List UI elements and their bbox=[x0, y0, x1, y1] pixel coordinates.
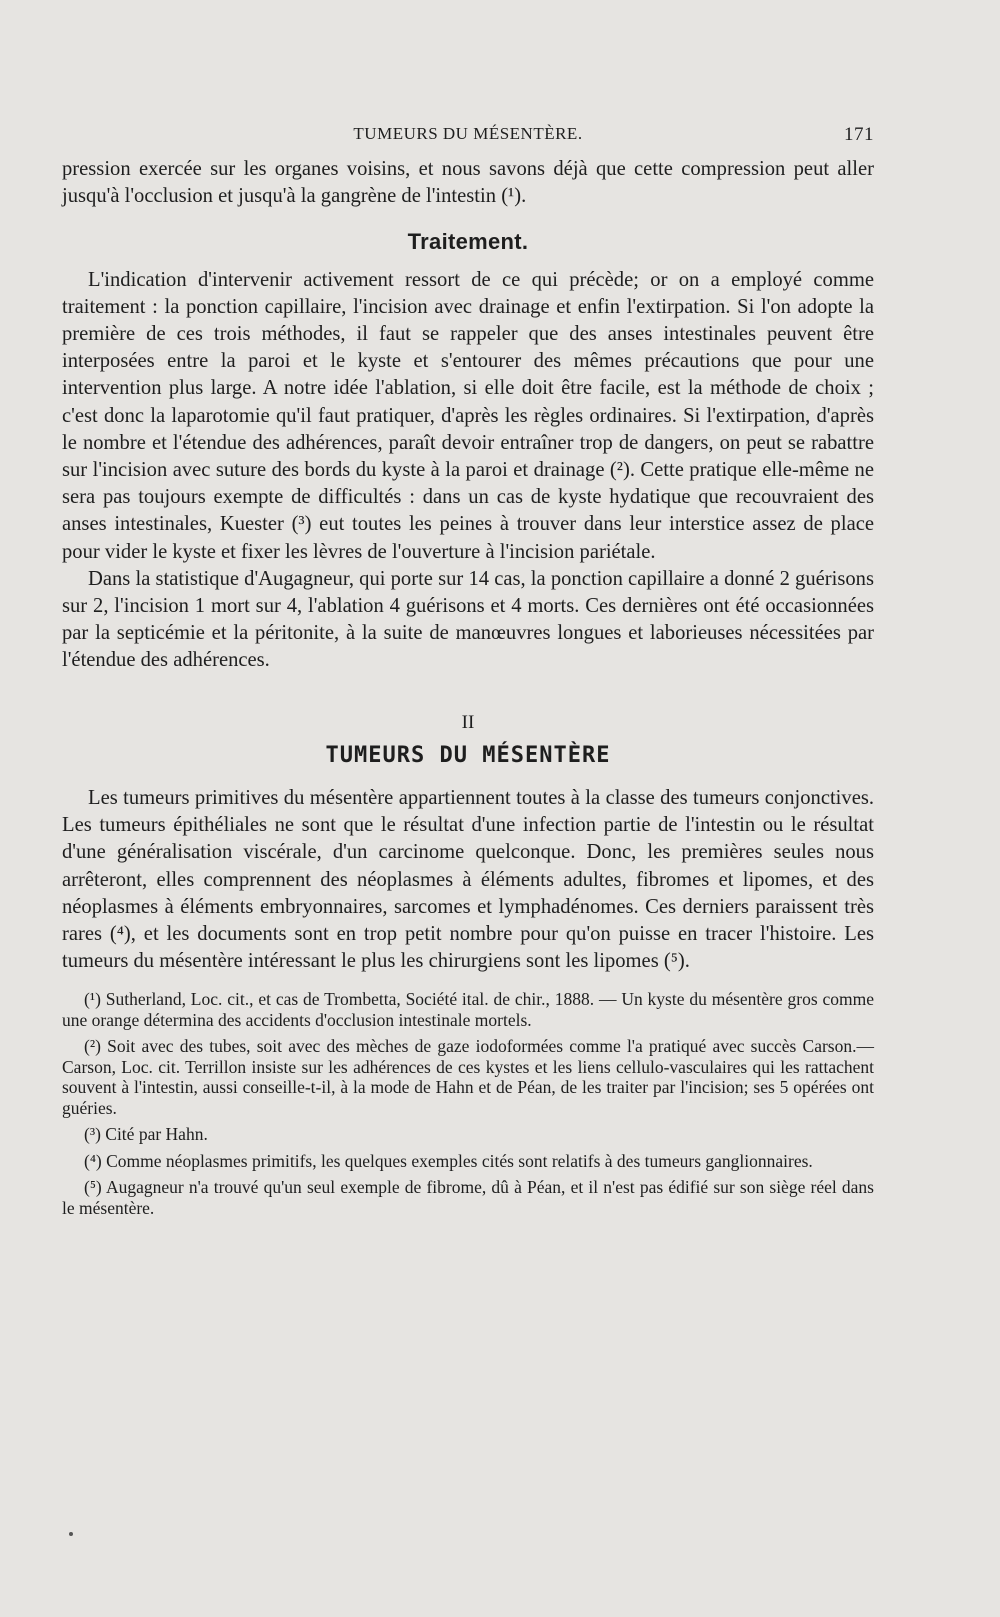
ink-speck bbox=[69, 1532, 73, 1536]
footnotes bbox=[62, 989, 874, 1218]
section-number: II bbox=[461, 711, 475, 733]
page-body bbox=[62, 156, 874, 1224]
footnote-1: (¹) Sutherland, Loc. cit., et cas de Trombetta, Société ital. de chir., 1888. — Un kyste du mésentère gros comme une orange détermina des accidents d'occlusion intestinale mortels. bbox=[62, 989, 874, 1030]
footnote-3: (³) Cité par Hahn. bbox=[84, 1124, 208, 1145]
footnote-4: (⁴) Comme néoplasmes primitifs, les quelques exemples cités sont relatifs à des tumeurs ganglionnaires. bbox=[84, 1150, 813, 1171]
footnote-5: (⁵) Augagneur n'a trouvé qu'un seul exemple de fibrome, dû à Péan, et il n'est pas édifié sur son siège réel dans le mésentère. bbox=[62, 1177, 874, 1218]
section-title: TUMEURS DU MÉSENTÈRE bbox=[325, 742, 611, 768]
running-header bbox=[62, 124, 874, 148]
traitement-paragraph-1: L'indication d'intervenir activement ressort de ce qui précède; or on a employé comme traitement : la ponction capillaire, l'incision avec drainage et enfin l'extirpation. Si l'on adopte la première de ces trois méthodes, il faut se rappeler que des anses intestinales peuvent être interposées entre la paroi et le kyste et s'entourer des mêmes précautions que pour une intervention plus large. A notre idée l'ablation, si elle doit être facile, est la méthode de choix ; c'est donc la laparotomie qu'il faut pratiquer, d'après les règles ordinaires. Si l'extirpation, d'après le nombre et l'étendue des adhérences, paraît devoir entraîner trop de dangers, on peut se rabattre sur l'incision avec suture des bords du kyste à la paroi et drainage (²). Cette pratique elle-même ne sera pas toujours exempte de difficultés : dans un cas de kyste hydatique que recouvraient des anses intestinales, Kuester (³) eut toutes les peines à trouver dans leur interstice assez de place pour vider le kyste et fixer les lèvres de l'ouverture à l'incision pariétale. bbox=[62, 268, 874, 563]
running-title: TUMEURS DU MÉSENTÈRE. bbox=[353, 124, 583, 143]
footnote-2: (²) Soit avec des tubes, soit avec des mèches de gaze iodoformées comme l'a pratiqué avec succès Carson.— Carson, Loc. cit. Terrillon insiste sur les adhérences de ces kystes et les liens cellulo-vasculaires qui les rattachent souvent à l'intestin, aussi conseille-t-il, à la mode de Hahn et de Péan, de les traiter par l'incision; ses 5 opérées ont guéries. bbox=[62, 1036, 874, 1118]
traitement-paragraph-2: Dans la statistique d'Augagneur, qui porte sur 14 cas, la ponction capillaire a donné 2 guérisons sur 2, l'incision 1 mort sur 4, l'ablation 4 guérisons et 4 morts. Ces dernières ont été occasionnées par la septicémie et la péritonite, à la suite de manœuvres longues et laborieuses nécessitées par l'étendue des adhérences. bbox=[62, 567, 874, 672]
page-number: 171 bbox=[844, 124, 874, 145]
continuation-paragraph: pression exercée sur les organes voisins, et nous savons déjà que cette compression peut aller jusqu'à l'occlusion et jusqu'à la gangrène de l'intestin (¹). bbox=[62, 158, 874, 208]
tumeurs-paragraph: Les tumeurs primitives du mésentère appartiennent toutes à la classe des tumeurs conjonctives. Les tumeurs épithéliales ne sont que le résultat d'une infection partie de l'intestin ou le résultat d'une généralisation viscérale, d'un carcinome quelconque. Donc, les premières seules nous arrêteront, elles comprennent des néoplasmes à éléments adultes, fibromes et lipomes, et des néoplasmes à éléments embryonnaires, sarcomes et lymphadénomes. Ces derniers paraissent très rares (⁴), et les documents sont en trop petit nombre pour qu'on puisse en tracer l'histoire. Les tumeurs du mésentère intéressant le plus les chirurgiens sont les lipomes (⁵). bbox=[62, 787, 874, 973]
section-heading-traitement: Traitement. bbox=[407, 229, 529, 255]
